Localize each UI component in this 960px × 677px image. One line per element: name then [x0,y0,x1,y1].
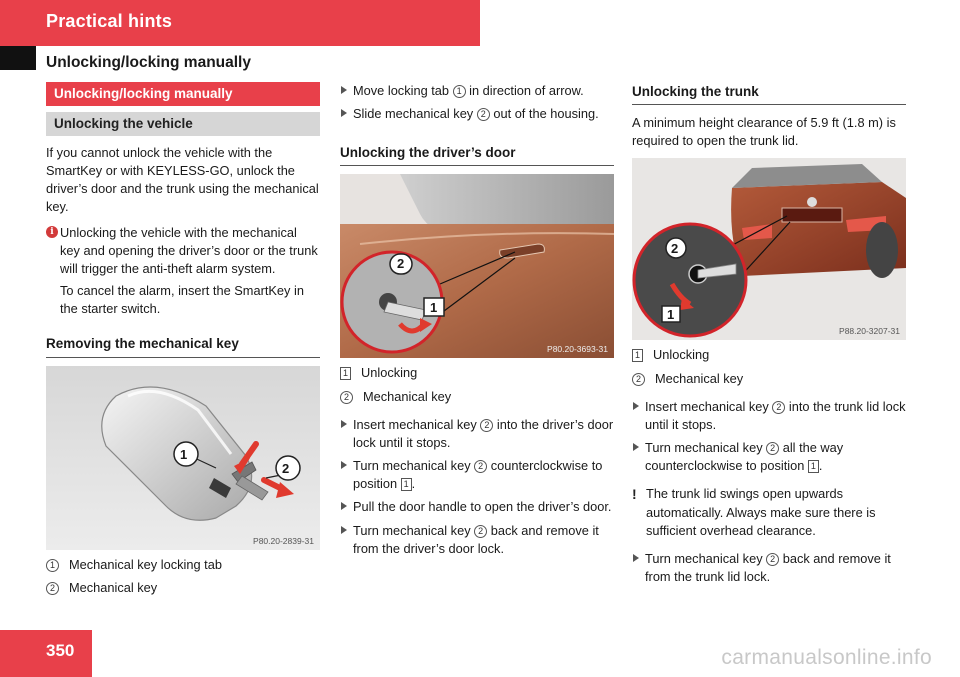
callout-1: 1 [180,446,188,462]
step-text: out of the housing. [493,106,599,122]
step-text: Turn mechanical key [645,550,763,566]
page-number: 350 [46,641,75,660]
step-insert-key [340,416,614,452]
legend-driver-door [340,364,614,405]
step-turn-key [340,457,614,493]
step-insert-key-trunk [632,398,906,434]
callout-1: 1 [430,300,438,316]
step-text: Turn mechanical key [353,522,471,538]
section-bar-grey: Unlocking the vehicle [46,112,320,136]
step-slide-key [340,105,614,123]
step-text: . [411,476,416,492]
section-title: Practical hints [46,11,173,31]
info-text-2: To cancel the alarm, insert the SmartKey in the starter switch. [60,283,304,317]
step-move-tab [340,82,614,100]
legend-trunk [632,346,906,387]
legend-smartkey [46,556,320,597]
warning-note [632,485,906,539]
legend-item [632,346,906,364]
step-text: Move locking tab [353,83,450,98]
legend-label: Mechanical key [363,388,452,404]
column-right [632,82,906,586]
step-text: into the trunk lid lock until it stops. [645,398,906,432]
callout-2: 2 [671,241,679,257]
legend-number: 2 [46,582,59,595]
step-text: back and remove it from the trunk lid lock. [645,550,891,585]
legend-number: 1 [632,349,643,362]
legend-label: Mechanical key [655,370,744,386]
step-text: counterclockwise to position [353,458,603,492]
step-text: Insert mechanical key [645,398,769,414]
callout-2: 2 [282,460,290,476]
step-text: Slide mechanical key [353,106,474,122]
ref-number: 2 [766,553,779,566]
trunk-intro: A minimum height clearance of 5.9 ft (1.8 m) is required to open the trunk lid. [632,115,896,149]
legend-item [632,370,906,388]
ref-number: 2 [766,442,779,455]
step-text: Turn mechanical key [645,440,763,456]
step-turn-key-trunk [632,439,906,475]
info-text-1: Unlocking the vehicle with the mechanical key and opening the driver’s door or the trunk will trigger the anti-theft alarm system. [60,224,318,276]
position-number: 1 [401,478,412,491]
watermark: carmanualsonline.info [721,646,932,669]
legend-number: 2 [340,391,353,404]
legend-number: 2 [632,373,645,386]
intro-paragraph: If you cannot unlock the vehicle with the SmartKey or with KEYLESS-GO, unlock the driver’s door and the trunk using the mechanical key. [46,145,319,215]
position-number: 1 [808,460,819,473]
column-middle [340,82,614,558]
ref-number: 2 [480,419,493,432]
corner-marker [0,46,36,70]
step-remove-key [340,522,614,558]
legend-item [46,579,320,597]
info-icon: i [46,226,58,238]
legend-number: 1 [340,367,351,380]
callout-1: 1 [667,307,675,323]
figure-smartkey [46,366,320,550]
ref-number: 2 [477,108,490,121]
section-heading-remove-key: Removing the mechanical key [46,334,320,357]
warning-text: The trunk lid swings open upwards automatically. Always make sure there is sufficient overhead clearance. [646,486,876,538]
legend-item [340,388,614,406]
driver-door-illustration [340,174,614,358]
ref-number: 2 [772,401,785,414]
section-heading-trunk: Unlocking the trunk [632,82,906,105]
legend-label: Unlocking [361,365,418,381]
ref-number: 2 [474,460,487,473]
legend-label: Unlocking [653,347,710,363]
step-remove-key-trunk [632,550,906,586]
step-text: Turn mechanical key [353,458,471,474]
section-bar-red: Unlocking/locking manually [46,82,320,106]
step-text: . [818,458,823,474]
figure-code: P80.20-3693-31 [547,344,608,355]
figure-trunk [632,158,906,340]
section-heading-driver-door: Unlocking the driver’s door [340,143,614,166]
figure-code: P80.20-2839-31 [253,535,314,546]
step-pull-handle: Pull the door handle to open the driver’s door. [340,498,614,516]
step-text: back and remove it from the driver’s door lock. [353,522,599,556]
legend-item [340,364,614,382]
column-left [46,82,320,597]
callout-2: 2 [397,256,405,272]
step-text: in direction of arrow. [469,83,584,98]
legend-item [46,556,320,574]
warning-icon: ! [632,486,637,503]
info-note [46,224,320,319]
legend-label: Mechanical key [69,579,158,595]
step-text: Insert mechanical key [353,416,477,432]
step-text: all the way counterclockwise to position [645,440,844,474]
figure-driver-door [340,174,614,358]
page-subtitle: Unlocking/locking manually [46,54,251,71]
ref-number: 2 [474,525,487,538]
legend-label: Mechanical key locking tab [69,556,222,572]
ref-number: 1 [453,85,466,98]
legend-number: 1 [46,559,59,572]
step-text: into the driver’s door lock until it stops. [353,416,614,450]
figure-code: P88.20-3207-31 [839,326,900,337]
